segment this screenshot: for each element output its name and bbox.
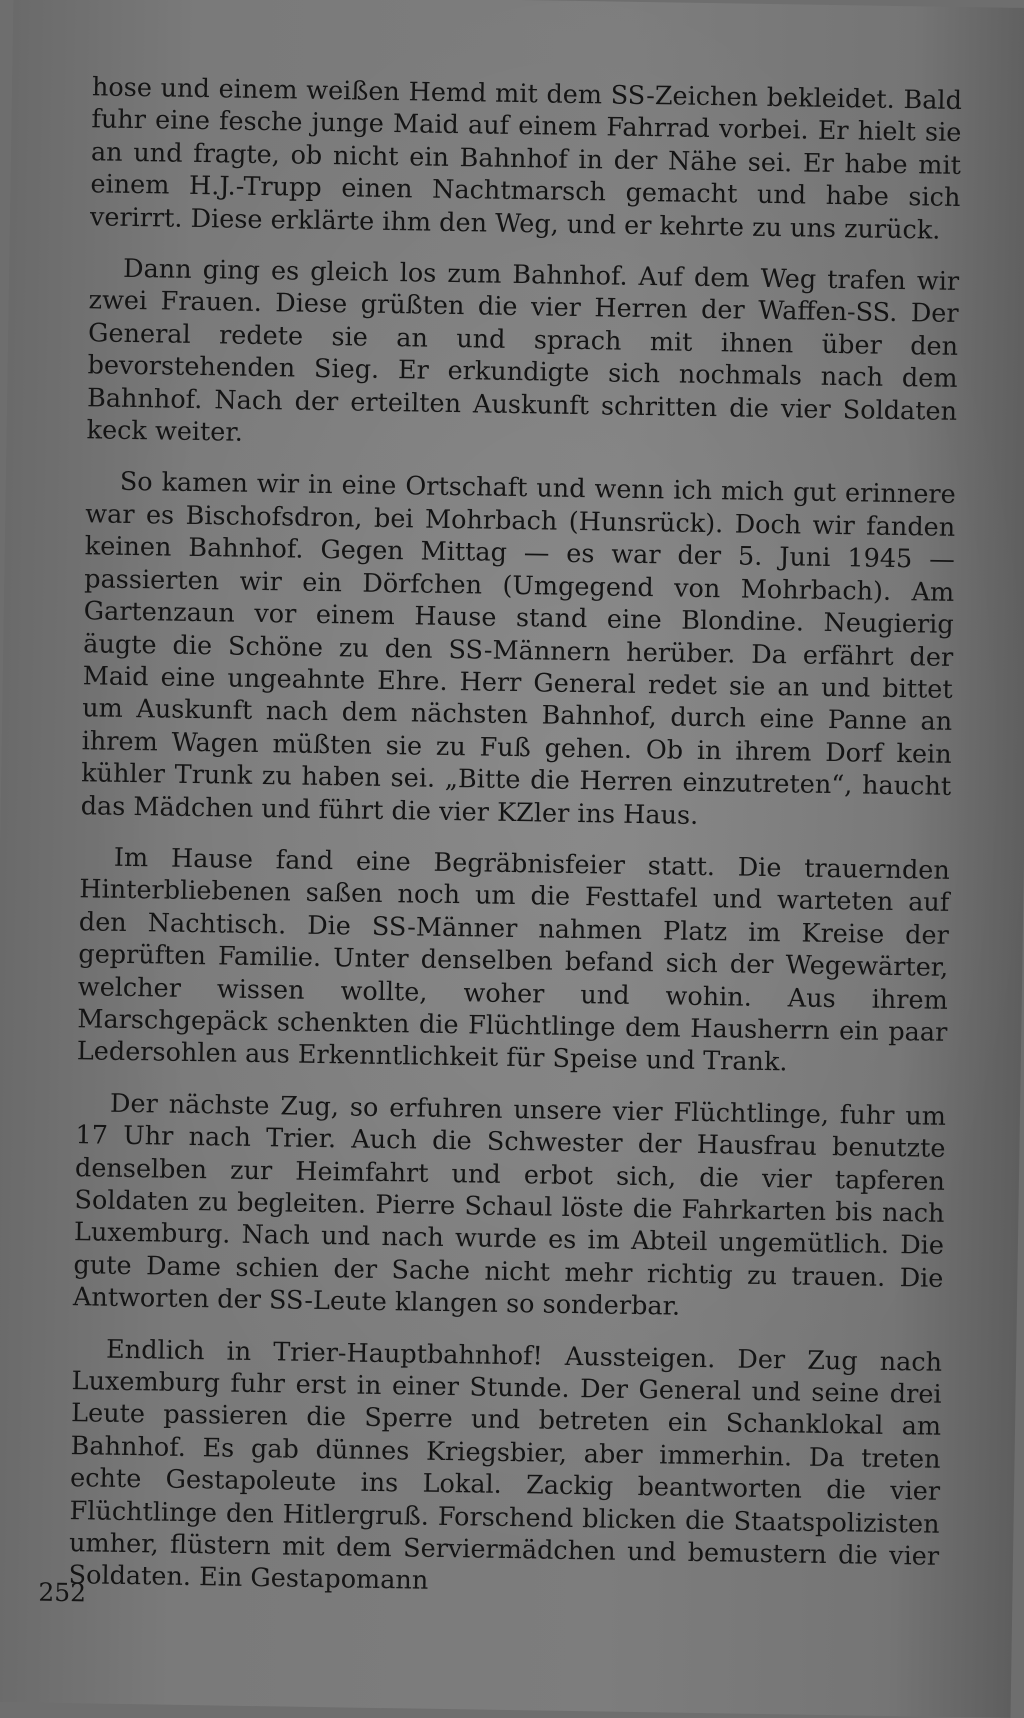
paragraph: hose und einem weißen Hemd mit dem SS-Zeichen bekleidet. Bald fuhr eine fesche junge Maid auf einem Fahrrad vorbei. Er hielt sie an und fragte, ob nicht ein Bahnhof in der Nähe sei. Er habe mit einem H.J.-Trupp einen Nachtmarsch gemacht und habe sich verirrt. Diese erklärte ihm den Weg, und er kehrte zu uns zurück. — [89, 72, 963, 246]
page-number: 252 — [38, 1577, 87, 1608]
paragraph: Im Hause fand eine Begräbnisfeier statt. Die trauernden Hinterbliebenen saßen noch um die Festtafel und warteten auf den Nachtisch. Die SS-Männer nahmen Platz im Kreise der geprüften Familie. Unter denselben befand sich der Wegewärter, welcher wissen wollte, woher und wohin. Aus ihrem Marschgepäck schenkten die Flüchtlinge dem Hausherrn ein paar Ledersohlen aus Erkenntlichkeit für Speise und Trank. — [76, 842, 951, 1078]
paragraph: Endlich in Trier-Hauptbahnhof! Aussteigen. Der Zug nach Luxemburg fuhr erst in einer Stunde. Der General und seine drei Leute passieren die Sperre und betreten ein Schanklokal am Bahnhof. Es gab dünnes Kriegsbier, aber immerhin. Da treten echte Gestapoleute ins Lokal. Zackig beantworten die vier Flüchtlinge den Hitlergruß. Forschend blicken die Staatspolizisten umher, flüstern mit dem Serviermädchen und bemustern die vier Soldaten. Ein Gestapomann — [68, 1334, 943, 1597]
paragraph: Dann ging es gleich los zum Bahnhof. Auf dem Weg trafen wir zwei Frauen. Diese grüßten die vier Herren der Waffen-SS. Der General redete sie an und sprach mit ihnen über den bevorstehenden Sieg. Er erkundigte sich nochmals nach dem Bahnhof. Nach der erteilten Auskunft schritten die vier Soldaten keck weiter. — [86, 253, 960, 448]
paragraph: Der nächste Zug, so erfuhren unsere vier Flüchtlinge, fuhr um 17 Uhr nach Trier. Auch die Schwester der Hausfrau benutzte denselben zur Heimfahrt und erbot sich, die vier tapferen Soldaten zu begleiten. Pierre Schaul löste die Fahrkarten bis nach Luxemburg. Nach und nach wurde es im Abteil ungemütlich. Die gute Dame schien der Sache nicht mehr richtig zu trauen. Die Antworten der SS-Leute klangen so sonderbar. — [72, 1088, 947, 1322]
body-text — [68, 71, 962, 1624]
paragraph: So kamen wir in eine Ortschaft und wenn ich mich gut erinnere war es Bischofsdron, bei Mohrbach (Hunsrück). Doch wir fanden keinen Bahnhof. Gegen Mittag — es war der 5. Juni 1945 — passierten wir ein Dörfchen (Umgegend von Mohrbach). Am Gartenzaun vor einem Hause stand eine Blondine. Neugierig äugte die Schöne zu den SS-Männern herüber. Da erfährt der Maid eine ungeahnte Ehre. Herr General redet sie an und bittet um Auskunft nach dem nächsten Bahnhof, durch eine Panne an ihrem Wagen müßten sie zu Fuß gehen. Ob in ihrem Dorf kein kühler Trunk zu haben sei. „Bitte die Herren einzutreten“, haucht das Mädchen und führt die vier KZler ins Haus. — [80, 467, 956, 831]
